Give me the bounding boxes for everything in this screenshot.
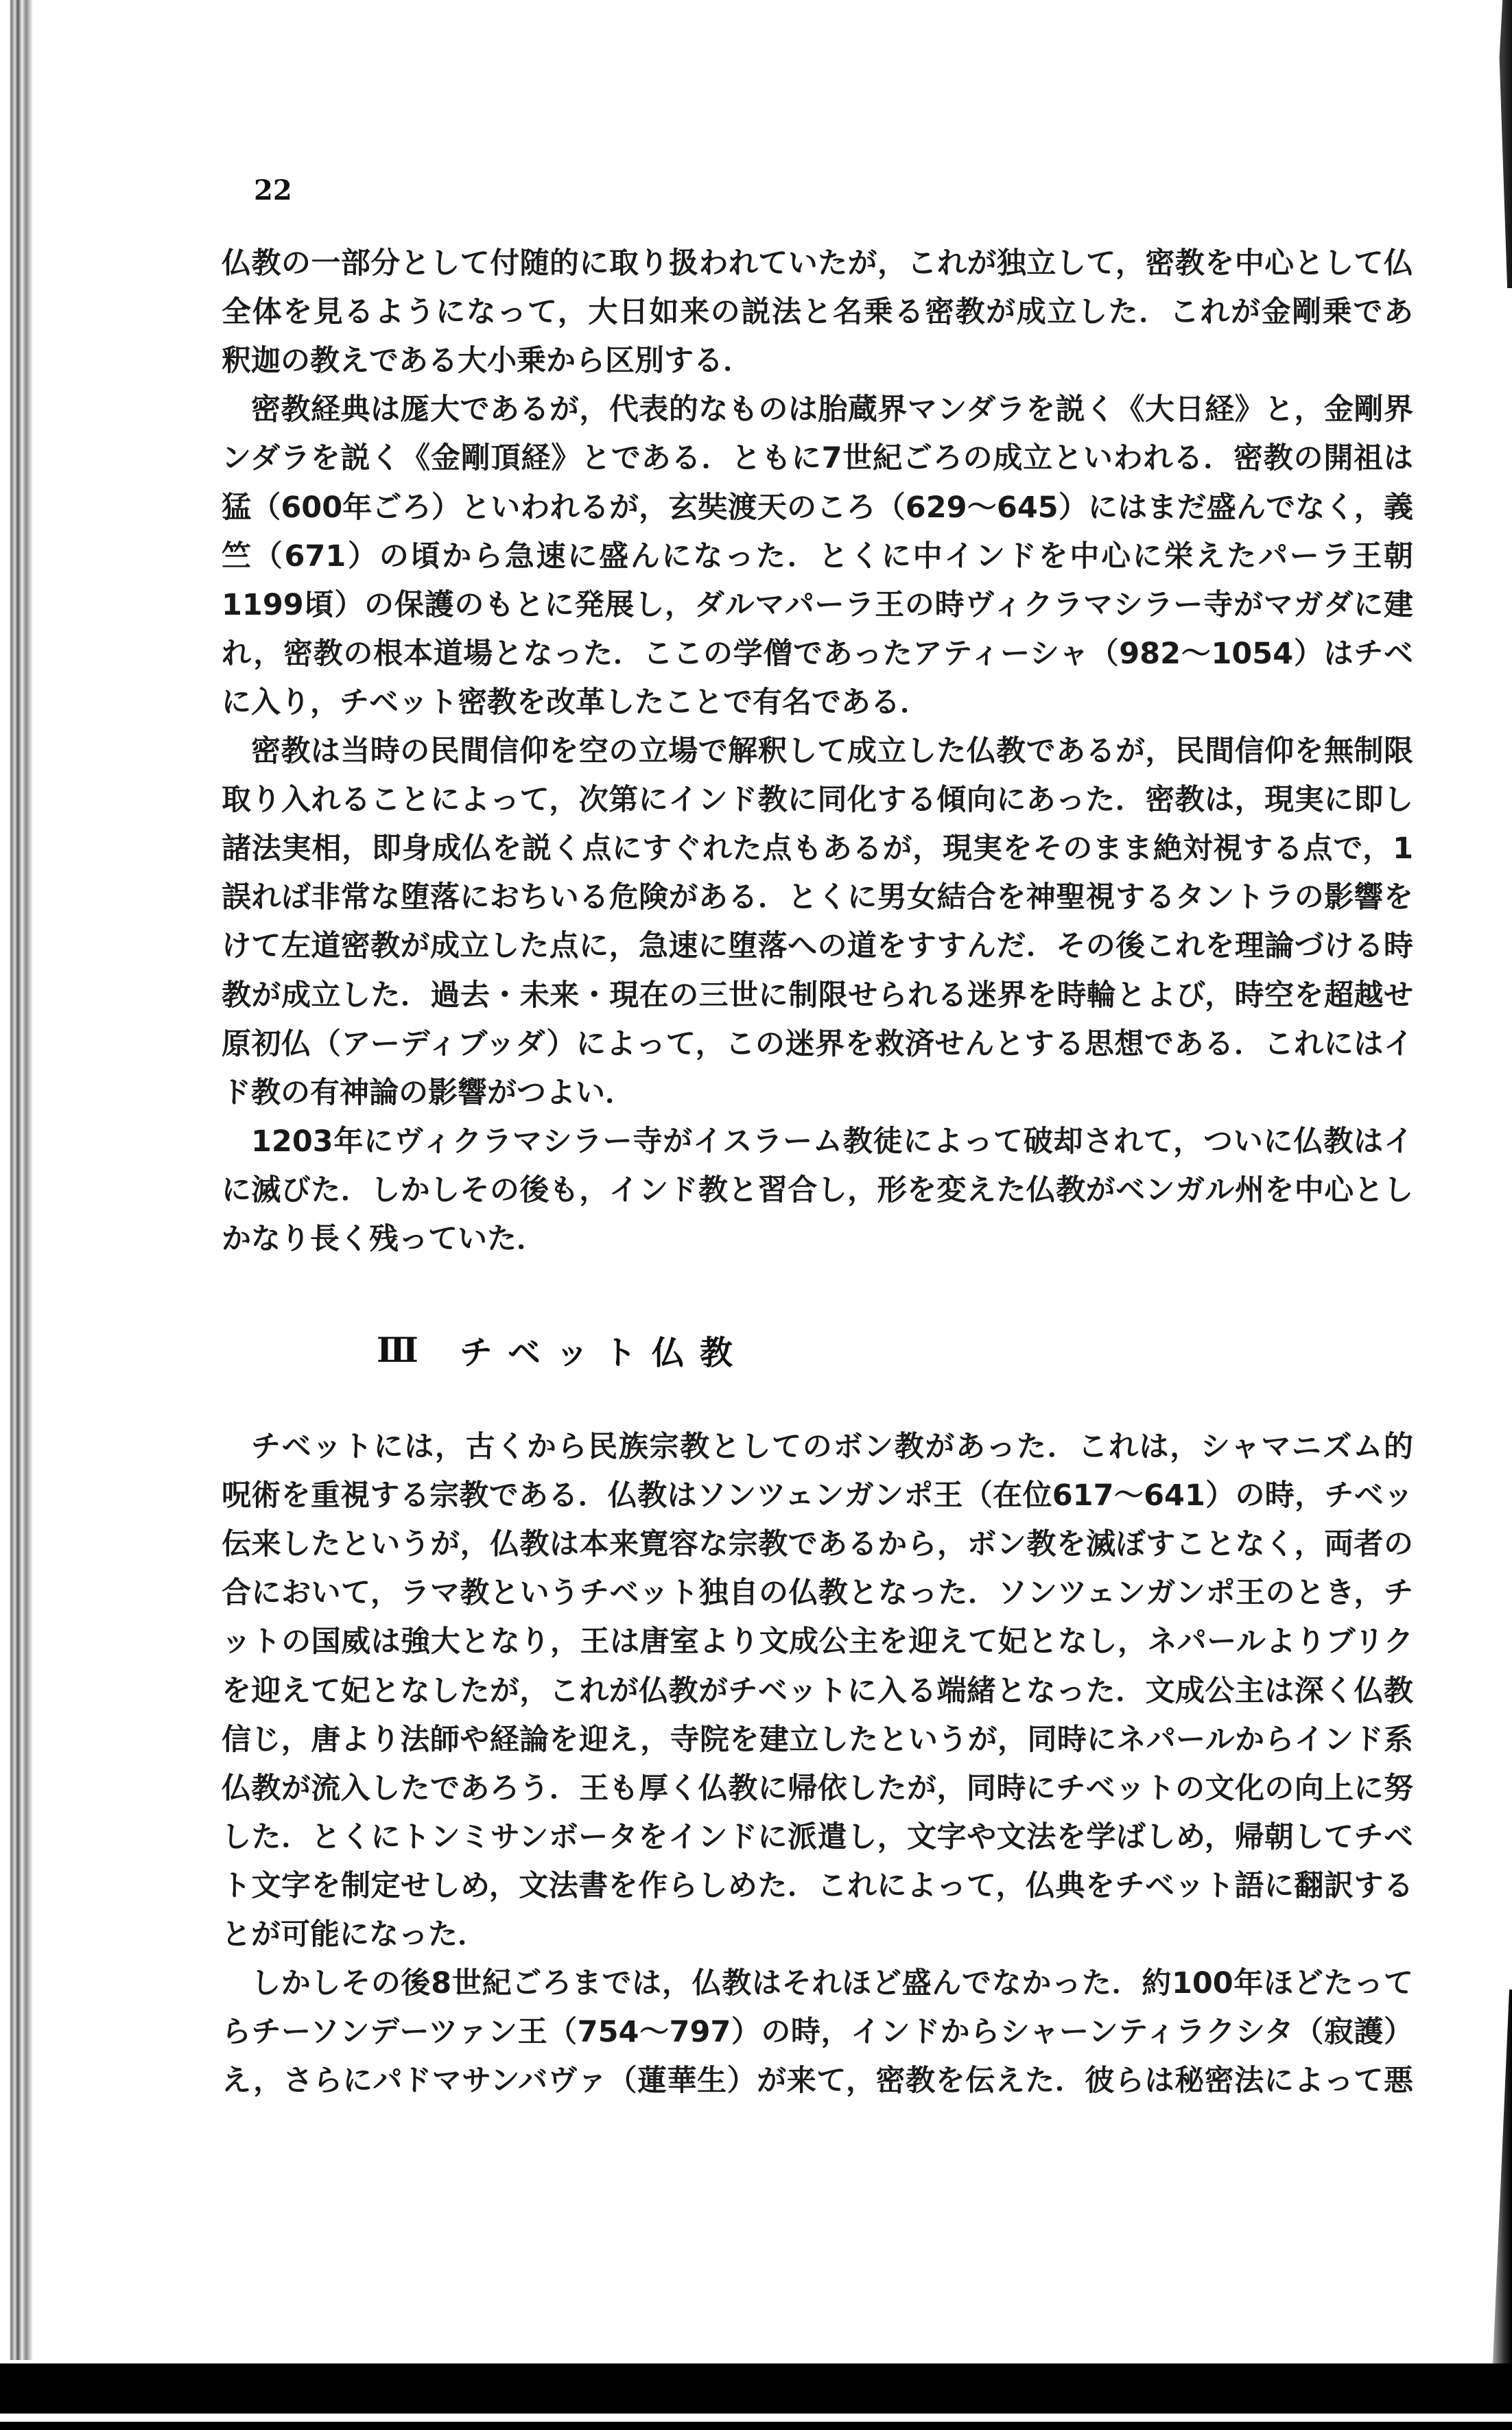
text-line: に滅びた．しかしその後も，インド教と習合し，形を変えた仏教がベンガル州を中心とし: [222, 1172, 1413, 1207]
text-line: しかしその後8世紀ごろまでは，仏教はそれほど盛んでなかった．約100年ほどたって: [251, 1966, 1413, 2001]
text-line: を迎えて妃となしたが，これが仏教がチベットに入る端緒となった．文成公主は深く仏教: [222, 1673, 1413, 1708]
page-number: 22: [254, 174, 292, 207]
text-line: 1203年にヴィクラマシラー寺がイスラーム教徒によって破却されて，ついに仏教はイ: [251, 1124, 1413, 1159]
text-line: ト文字を制定せしめ，文法書を作らしめた．これによって，仏典をチベット語に翻訳する: [222, 1868, 1413, 1903]
text-line: に入り，チベット密教を改革したことで有名である．: [222, 685, 930, 720]
text-line: 呪術を重視する宗教である．仏教はソンツェンガンポ王（在位617～641）の時，チベッ: [222, 1478, 1413, 1513]
text-line: とが可能になった．: [222, 1918, 487, 1952]
section-numeral: Ⅲ: [377, 1329, 418, 1370]
text-line: 諸法実相，即身成仏を説く点にすぐれた点もあるが，現実をそのまま絶対視する点で，1: [222, 831, 1413, 866]
text-line: かなり長く残っていた．: [222, 1222, 546, 1256]
scan-bottom-stripe: [0, 2422, 1512, 2430]
text-line: 伝来したというが，仏教は本来寛容な宗教であるから，ボン教を滅ぼすことなく，両者の: [222, 1527, 1413, 1562]
text-line: 教が成立した．過去・未来・現在の三世に制限せられる迷界を時輪とよび，時空を超越せ: [222, 978, 1413, 1013]
text-line: 信じ，唐より法師や経論を迎え，寺院を建立したというが，同時にネパールからインド系: [222, 1722, 1413, 1757]
scan-left-edge: [0, 0, 40, 2360]
text-line: 釈迦の教えである大小乗から区別する．: [222, 344, 753, 379]
text-line: ットの国威は強大となり，王は唐室より文成公主を迎えて妃となし，ネパールよりブリク: [222, 1625, 1413, 1660]
text-line: 合において，ラマ教というチベット独自の仏教となった．ソンツェンガンポ王のとき，チ: [222, 1576, 1413, 1611]
text-line: 取り入れることによって，次第にインド教に同化する傾向にあった．密教は，現実に即し: [222, 783, 1413, 818]
text-line: 仏教の一部分として付随的に取り扱われていたが，これが独立して，密教を中心として仏: [222, 246, 1413, 281]
section-title: チベット仏教: [459, 1333, 748, 1372]
text-line: らチーソンデーツァン王（754～797）の時，インドからシャーンティラクシタ（寂護）: [222, 2015, 1413, 2050]
text-line: 全体を見るようになって，大日如来の説法と名乗る密教が成立した．これが金剛乗であ: [222, 295, 1413, 330]
text-line: え，さらにパドマサンバヴァ（蓮華生）が来て，密教を伝えた．彼らは秘密法によって悪: [222, 2064, 1413, 2099]
text-line: れ，密教の根本道場となった．ここの学僧であったアティーシャ（982～1054）はチベ: [222, 636, 1413, 671]
text-line: チベットには，古くから民族宗教としてのボン教があった．これは，シャマニズム的: [251, 1430, 1413, 1464]
scan-bottom-band: [0, 2363, 1512, 2414]
scan-right-shadow-bottom: [1485, 1990, 1512, 2363]
text-line: 竺（671）の頃から急速に盛んになった．とくに中インドを中心に栄えたパーラ王朝: [222, 539, 1413, 574]
text-line: した．とくにトンミサンボータをインドに派遣し，文字や文法を学ばしめ，帰朝してチベ: [222, 1819, 1413, 1854]
text-line: ド教の有神論の影響がつよい．: [222, 1075, 635, 1110]
section-heading: [377, 1328, 748, 1371]
text-line: 誤れば非常な堕落におちいる危険がある．とくに男女結合を神聖視するタントラの影響を: [222, 880, 1413, 915]
text-line: 密教は当時の民間信仰を空の立場で解釈して成立した仏教であるが，民間信仰を無制限: [251, 734, 1413, 768]
text-line: 1199頃）の保護のもとに発展し，ダルマパーラ王の時ヴィクラマシラー寺がマガダに建: [222, 587, 1413, 622]
text-line: 密教経典は厖大であるが，代表的なものは胎蔵界マンダラを説く《大日経》と，金剛界: [251, 392, 1413, 427]
text-line: 原初仏（アーディブッダ）によって，この迷界を救済せんとする思想である．これにはイ: [222, 1026, 1413, 1061]
text-line: 猛（600年ごろ）といわれるが，玄奘渡天のころ（629～645）にはまだ盛んでなく，義: [222, 490, 1413, 525]
text-line: けて左道密教が成立した点に，急速に堕落への道をすすんだ．その後これを理論づける時: [222, 929, 1413, 964]
text-line: ンダラを説く《金剛頂経》とである．ともに7世紀ごろの成立といわれる．密教の開祖は: [222, 441, 1413, 476]
text-line: 仏教が流入したであろう．王も厚く仏教に帰依したが，同時にチベットの文化の向上に努: [222, 1771, 1413, 1806]
scan-right-shadow-top: [1480, 0, 1512, 288]
